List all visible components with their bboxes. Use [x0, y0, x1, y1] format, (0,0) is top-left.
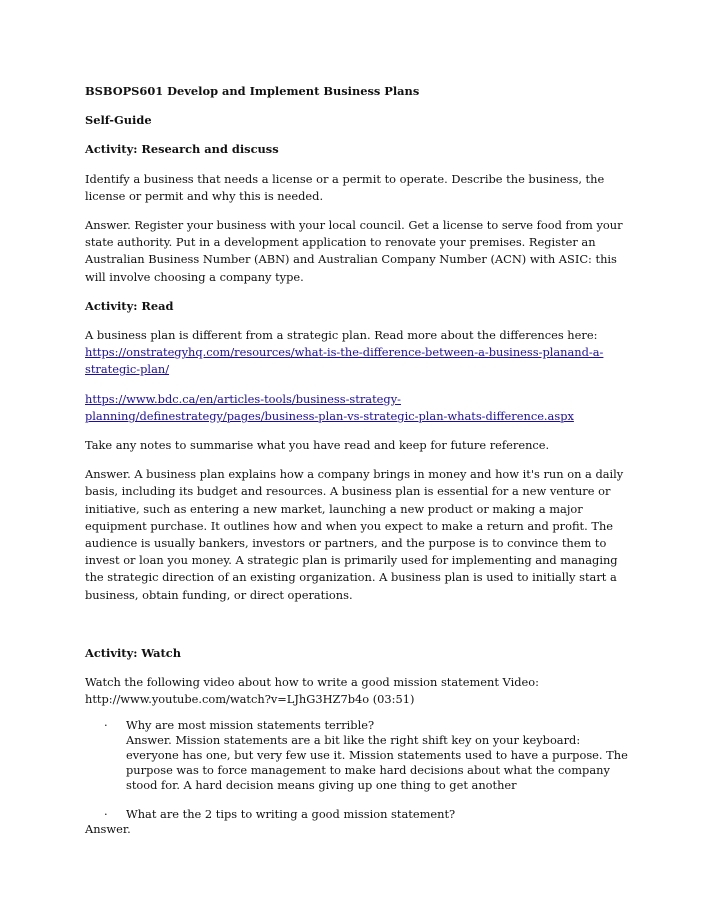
answer-2: Answer.: [85, 822, 131, 837]
activity-read-intro: A business plan is different from a strategic plan. Read more about the differences here:: [85, 328, 598, 343]
list-item: [85, 718, 633, 793]
activity-watch-heading: Activity: Watch: [85, 645, 182, 660]
bullet-icon: ·: [104, 718, 108, 733]
answer-1: Answer. Mission statements are a bit like the right shift key on your keyboard: everyone has one, but very few use it. Mission statements used to have a purpose. The purpose was to force management to make hard decisions about what the company stood for. A hard decision means giving up one thing to get another: [126, 733, 628, 793]
watch-questions-list: [85, 718, 633, 822]
bullet-icon: ·: [104, 807, 108, 822]
activity-research-heading: Activity: Research and discuss: [85, 142, 279, 157]
activity-read-answer: Answer. A business plan explains how a company brings in money and how it's run on a daily basis, including its budget and resources. A business plan is essential for a new venture or initiative, such as entering a new market, launching a new product or making a major equipment purchase. It outlines how and when you expect to make a return and profit. The audience is usually bankers, investors or partners, and the purpose is to convince them to invest or loan you money. A strategic plan is primarily used for implementing and managing the strategic direction of an existing organization. A business plan is used to initially start a business, obtain funding, or direct operations.: [85, 467, 624, 602]
activity-read-heading: Activity: Read: [85, 298, 174, 313]
activity-read-intro-block: [85, 327, 633, 379]
question-1: Why are most mission statements terrible?: [126, 718, 375, 733]
activity-watch-intro-line1: Watch the following video about how to write a good mission statement Video:: [85, 675, 539, 690]
onstrategy-link[interactable]: https://onstrategyhq.com/resources/what-is-the-difference-between-a-business-planand-a-strategic-plan/: [85, 345, 604, 377]
bdc-link[interactable]: https://www.bdc.ca/en/articles-tools/business-strategy-planning/definestrategy/pages/business-plan-vs-strategic-plan-whats-difference.aspx: [85, 391, 574, 423]
activity-read-link-block: [85, 391, 633, 425]
activity-research-answer: Answer. Register your business with your local council. Get a license to serve food from your state authority. Put in a development application to renovate your premises. Register an Australian Business Number (ABN) and Australian Company Number (ACN) with ASIC: this will involve choosing a company type.: [85, 218, 623, 284]
video-url: http://www.youtube.com/watch?v=LJhG3HZ7b4o (03:51): [85, 692, 415, 707]
activity-read-notes: Take any notes to summarise what you have read and keep for future reference.: [85, 438, 550, 453]
list-spacer: [85, 793, 633, 807]
activity-watch-intro: [85, 674, 633, 708]
list-item: [85, 807, 633, 822]
question-2: What are the 2 tips to writing a good mission statement?: [126, 807, 456, 822]
document-page: [85, 83, 633, 837]
document-subtitle: Self-Guide: [85, 113, 152, 128]
activity-research-prompt: Identify a business that needs a license or a permit to operate. Describe the business, the license or permit and why this is needed.: [85, 171, 605, 203]
document-title: BSBOPS601 Develop and Implement Business Plans: [85, 84, 420, 98]
